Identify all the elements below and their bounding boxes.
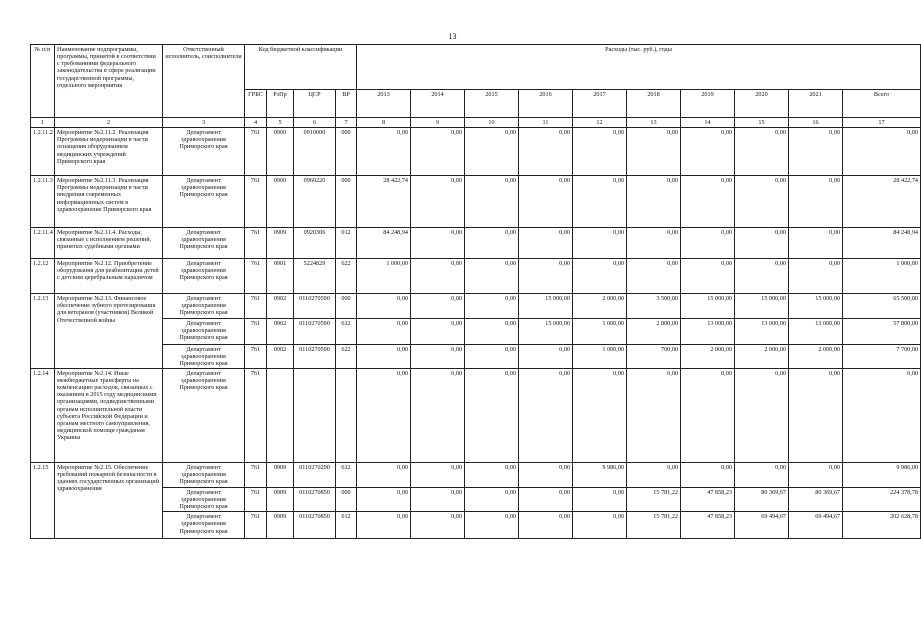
executor-cell: Департамент здравоохранения Приморского края <box>163 294 245 318</box>
header-sub-10: 2019 <box>681 90 735 118</box>
amount-cell: 0,00 <box>789 259 843 294</box>
amount-cell: 0,00 <box>627 462 681 487</box>
csr-cell: 0110270850 <box>294 487 336 511</box>
csr-cell: 0110270290 <box>294 462 336 487</box>
header-num: № п/п <box>31 45 55 118</box>
header-sub-7: 2016 <box>519 90 573 118</box>
table-row <box>31 259 921 294</box>
header-sub-9: 2018 <box>627 90 681 118</box>
grbs-cell: 761 <box>245 128 267 176</box>
amount-cell: 0,00 <box>519 228 573 259</box>
amount-cell: 0,00 <box>411 228 465 259</box>
amount-cell: 1 000,00 <box>573 318 627 344</box>
amount-cell: 0,00 <box>843 128 921 176</box>
amount-cell: 0,00 <box>789 462 843 487</box>
table-row <box>31 228 921 259</box>
executor-cell: Департамент здравоохранения Приморского края <box>163 512 245 539</box>
column-number: 15 <box>735 118 789 128</box>
executor-cell: Департамент здравоохранения Приморского края <box>163 176 245 228</box>
amount-cell: 3 500,00 <box>627 294 681 318</box>
table-row <box>31 368 921 462</box>
grbs-cell: 761 <box>245 228 267 259</box>
amount-cell: 0,00 <box>627 128 681 176</box>
row-number: 1.2.15 <box>31 462 55 538</box>
rzpr-cell: 0909 <box>267 512 294 539</box>
vr-cell: 612 <box>336 462 357 487</box>
amount-cell: 0,00 <box>789 228 843 259</box>
amount-cell: 0,00 <box>411 487 465 511</box>
amount-cell: 0,00 <box>735 176 789 228</box>
amount-cell: 1 000,00 <box>573 344 627 368</box>
amount-cell: 0,00 <box>573 368 627 462</box>
amount-cell: 28 422,74 <box>357 176 411 228</box>
page-number: 13 <box>448 32 457 41</box>
amount-cell: 0,00 <box>411 128 465 176</box>
amount-cell: 0,00 <box>519 512 573 539</box>
amount-cell: 0,00 <box>411 318 465 344</box>
amount-cell: 69 494,67 <box>789 512 843 539</box>
column-number: 7 <box>336 118 357 128</box>
vr-cell: 000 <box>336 294 357 318</box>
amount-cell: 0,00 <box>465 176 519 228</box>
grbs-cell: 761 <box>245 259 267 294</box>
table-row <box>31 512 921 539</box>
executor-cell: Департамент здравоохранения Приморского края <box>163 228 245 259</box>
row-number: 1.2.11.2 <box>31 128 55 176</box>
column-number: 12 <box>573 118 627 128</box>
header-sub-1: РзПр <box>267 90 294 118</box>
amount-cell: 0,00 <box>465 128 519 176</box>
amount-cell: 0,00 <box>573 176 627 228</box>
row-name: Мероприятие №2.11.2. Реализация Программы модернизации в части оснащения оборудованием медицинских учреждений Приморского края <box>55 128 163 176</box>
row-name: Мероприятие №2.14. Иные межбюджетные трансферты на компенсацию расходов, связанных с оказанием в 2015 году медицинскими организациями, подведомственными органам исполнительной власти субъекта Российской Федерации и органам местного самоуправления, медицинской помощи гражданам Украины <box>55 368 163 462</box>
amount-cell: 0,00 <box>357 128 411 176</box>
vr-cell: 622 <box>336 344 357 368</box>
amount-cell: 84 248,94 <box>843 228 921 259</box>
amount-cell: 0,00 <box>627 368 681 462</box>
amount-cell: 80 369,67 <box>789 487 843 511</box>
amount-cell: 0,00 <box>789 128 843 176</box>
amount-cell: 2 800,00 <box>627 318 681 344</box>
rzpr-cell: 0902 <box>267 294 294 318</box>
amount-cell: 7 700,00 <box>843 344 921 368</box>
grbs-cell: 761 <box>245 462 267 487</box>
amount-cell: 0,00 <box>735 228 789 259</box>
amount-cell: 9 986,00 <box>843 462 921 487</box>
executor-cell: Департамент здравоохранения Приморского края <box>163 259 245 294</box>
table-row <box>31 462 921 487</box>
vr-cell: 000 <box>336 487 357 511</box>
csr-cell: 0110270590 <box>294 344 336 368</box>
column-number: 8 <box>357 118 411 128</box>
csr-cell: 5224829 <box>294 259 336 294</box>
vr-cell <box>336 368 357 462</box>
amount-cell: 0,00 <box>411 294 465 318</box>
rzpr-cell: 0909 <box>267 228 294 259</box>
amount-cell: 0,00 <box>519 176 573 228</box>
header-sub-4: 2013 <box>357 90 411 118</box>
csr-cell <box>294 368 336 462</box>
amount-cell: 9 986,00 <box>573 462 627 487</box>
amount-cell: 0,00 <box>681 176 735 228</box>
amount-cell: 15 781,22 <box>627 487 681 511</box>
rzpr-cell: 0902 <box>267 318 294 344</box>
grbs-cell: 761 <box>245 368 267 462</box>
header-sub-12: 2021 <box>789 90 843 118</box>
amount-cell: 0,00 <box>519 487 573 511</box>
amount-cell: 65 500,00 <box>843 294 921 318</box>
amount-cell: 0,00 <box>573 128 627 176</box>
header-sub-5: 2014 <box>411 90 465 118</box>
header-expenses: Расходы (тыс. руб.), годы <box>357 45 921 90</box>
grbs-cell: 761 <box>245 487 267 511</box>
column-number: 17 <box>843 118 921 128</box>
table-row <box>31 176 921 228</box>
amount-cell: 700,00 <box>627 344 681 368</box>
grbs-cell: 761 <box>245 176 267 228</box>
grbs-cell: 761 <box>245 344 267 368</box>
row-number: 1.2.12 <box>31 259 55 294</box>
executor-cell: Департамент здравоохранения Приморского края <box>163 344 245 368</box>
executor-cell: Департамент здравоохранения Приморского края <box>163 318 245 344</box>
amount-cell: 15 000,00 <box>681 294 735 318</box>
row-number: 1.2.14 <box>31 368 55 462</box>
amount-cell: 0,00 <box>519 259 573 294</box>
amount-cell: 15 000,00 <box>735 294 789 318</box>
grbs-cell: 761 <box>245 294 267 318</box>
amount-cell: 0,00 <box>465 512 519 539</box>
amount-cell: 0,00 <box>357 318 411 344</box>
column-number: 11 <box>519 118 573 128</box>
row-number: 1.2.11.4 <box>31 228 55 259</box>
rzpr-cell: 0902 <box>267 344 294 368</box>
amount-cell: 0,00 <box>627 259 681 294</box>
amount-cell: 0,00 <box>357 512 411 539</box>
rzpr-cell: 0900 <box>267 176 294 228</box>
rzpr-cell: 0909 <box>267 462 294 487</box>
vr-cell: 612 <box>336 318 357 344</box>
amount-cell: 202 628,78 <box>843 512 921 539</box>
header-name: Наименование подпрограммы, программы, принятой в соответствии с требованиями федерального законодательства в сфере реализации государственной программы, отдельного мероприятия <box>55 45 163 118</box>
amount-cell: 13 000,00 <box>735 318 789 344</box>
amount-cell: 0,00 <box>411 344 465 368</box>
budget-table <box>30 44 921 539</box>
amount-cell: 0,00 <box>789 176 843 228</box>
amount-cell: 0,00 <box>465 259 519 294</box>
column-number: 3 <box>163 118 245 128</box>
amount-cell: 0,00 <box>519 344 573 368</box>
amount-cell: 0,00 <box>627 176 681 228</box>
amount-cell: 0,00 <box>519 368 573 462</box>
column-number: 2 <box>55 118 163 128</box>
amount-cell: 15 781,22 <box>627 512 681 539</box>
column-number: 1 <box>31 118 55 128</box>
csr-cell: 0110270590 <box>294 294 336 318</box>
row-number: 1.2.11.3 <box>31 176 55 228</box>
executor-cell: Департамент здравоохранения Приморского края <box>163 487 245 511</box>
vr-cell: 000 <box>336 176 357 228</box>
amount-cell: 0,00 <box>789 368 843 462</box>
amount-cell: 0,00 <box>573 259 627 294</box>
amount-cell: 0,00 <box>465 462 519 487</box>
amount-cell: 57 800,00 <box>843 318 921 344</box>
rzpr-cell: 0900 <box>267 128 294 176</box>
header-budget-code: Код бюджетной классификации <box>245 45 357 90</box>
amount-cell: 0,00 <box>411 368 465 462</box>
amount-cell: 0,00 <box>465 228 519 259</box>
column-number: 6 <box>294 118 336 128</box>
amount-cell: 0,00 <box>357 344 411 368</box>
table-row <box>31 294 921 318</box>
row-number: 1.2.13 <box>31 294 55 369</box>
column-number: 9 <box>411 118 465 128</box>
header-sub-11: 2020 <box>735 90 789 118</box>
amount-cell: 0,00 <box>735 259 789 294</box>
csr-cell: 0920306 <box>294 228 336 259</box>
header-executor: Ответственный исполнитель, соисполнители <box>163 45 245 118</box>
column-number: 14 <box>681 118 735 128</box>
header-sub-0: ГРБС <box>245 90 267 118</box>
table-row <box>31 344 921 368</box>
amount-cell: 13 000,00 <box>681 318 735 344</box>
csr-cell: 0910000 <box>294 128 336 176</box>
amount-cell: 13 000,00 <box>789 318 843 344</box>
amount-cell: 15 000,00 <box>519 318 573 344</box>
amount-cell: 84 248,94 <box>357 228 411 259</box>
amount-cell: 0,00 <box>411 462 465 487</box>
amount-cell: 28 422,74 <box>843 176 921 228</box>
amount-cell: 1 000,00 <box>843 259 921 294</box>
table-row <box>31 318 921 344</box>
amount-cell: 0,00 <box>681 462 735 487</box>
row-name: Мероприятие №2.15. Обеспечение требований пожарной безопасности в зданиях государственных организаций здравоохранения <box>55 462 163 538</box>
column-number: 16 <box>789 118 843 128</box>
amount-cell: 0,00 <box>681 228 735 259</box>
amount-cell: 2 000,00 <box>789 344 843 368</box>
row-name: Мероприятие №2.11.3. Реализация Программы модернизации в части внедрения современных информационных систем в здравоохранение Приморского края <box>55 176 163 228</box>
amount-cell: 0,00 <box>465 318 519 344</box>
amount-cell: 0,00 <box>357 462 411 487</box>
grbs-cell: 761 <box>245 512 267 539</box>
amount-cell: 0,00 <box>843 368 921 462</box>
vr-cell: 612 <box>336 512 357 539</box>
amount-cell: 0,00 <box>573 228 627 259</box>
executor-cell: Департамент здравоохранения Приморского края <box>163 128 245 176</box>
rzpr-cell: 0901 <box>267 259 294 294</box>
header-sub-6: 2015 <box>465 90 519 118</box>
amount-cell: 0,00 <box>735 128 789 176</box>
column-number: 5 <box>267 118 294 128</box>
executor-cell: Департамент здравоохранения Приморского края <box>163 462 245 487</box>
amount-cell: 47 858,23 <box>681 487 735 511</box>
amount-cell: 0,00 <box>411 512 465 539</box>
row-name: Мероприятие №2.13. Финансовое обеспечение зубного протезирования для ветеранов (участников) Великой Отечественной войны <box>55 294 163 369</box>
vr-cell: 012 <box>336 228 357 259</box>
amount-cell: 0,00 <box>519 128 573 176</box>
amount-cell: 2 000,00 <box>681 344 735 368</box>
row-name: Мероприятие №2.12. Приобретение оборудования для реабилитации детей с детским церебральным параличом <box>55 259 163 294</box>
column-number: 4 <box>245 118 267 128</box>
table-row <box>31 487 921 511</box>
amount-cell: 0,00 <box>465 344 519 368</box>
executor-cell: Департамент здравоохранения Приморского края <box>163 368 245 462</box>
rzpr-cell <box>267 368 294 462</box>
amount-cell: 0,00 <box>357 294 411 318</box>
header-sub-13: Всего <box>843 90 921 118</box>
amount-cell: 0,00 <box>357 487 411 511</box>
amount-cell: 2 000,00 <box>573 294 627 318</box>
amount-cell: 2 000,00 <box>735 344 789 368</box>
amount-cell: 69 494,67 <box>735 512 789 539</box>
column-number: 13 <box>627 118 681 128</box>
rzpr-cell: 0909 <box>267 487 294 511</box>
amount-cell: 0,00 <box>627 228 681 259</box>
grbs-cell: 761 <box>245 318 267 344</box>
amount-cell: 0,00 <box>681 368 735 462</box>
vr-cell: 000 <box>336 128 357 176</box>
amount-cell: 0,00 <box>735 368 789 462</box>
header-sub-8: 2017 <box>573 90 627 118</box>
amount-cell: 224 378,78 <box>843 487 921 511</box>
amount-cell: 0,00 <box>681 259 735 294</box>
amount-cell: 15 000,00 <box>789 294 843 318</box>
vr-cell: 622 <box>336 259 357 294</box>
amount-cell: 0,00 <box>735 462 789 487</box>
csr-cell: 0110270590 <box>294 318 336 344</box>
amount-cell: 0,00 <box>465 368 519 462</box>
amount-cell: 0,00 <box>681 128 735 176</box>
amount-cell: 0,00 <box>411 176 465 228</box>
amount-cell: 0,00 <box>411 259 465 294</box>
table-row <box>31 128 921 176</box>
amount-cell: 0,00 <box>357 368 411 462</box>
row-name: Мероприятие №2.11.4. Расходы, связанные с исполнением решений, принятых судебными органами <box>55 228 163 259</box>
csr-cell: 0110270850 <box>294 512 336 539</box>
csr-cell: 0960220 <box>294 176 336 228</box>
amount-cell: 47 858,23 <box>681 512 735 539</box>
amount-cell: 1 000,00 <box>357 259 411 294</box>
amount-cell: 0,00 <box>573 487 627 511</box>
amount-cell: 0,00 <box>465 294 519 318</box>
header-sub-2: ЦСР <box>294 90 336 118</box>
header-sub-3: ВР <box>336 90 357 118</box>
amount-cell: 15 000,00 <box>519 294 573 318</box>
amount-cell: 0,00 <box>465 487 519 511</box>
amount-cell: 0,00 <box>573 512 627 539</box>
column-number: 10 <box>465 118 519 128</box>
amount-cell: 0,00 <box>519 462 573 487</box>
amount-cell: 80 369,67 <box>735 487 789 511</box>
